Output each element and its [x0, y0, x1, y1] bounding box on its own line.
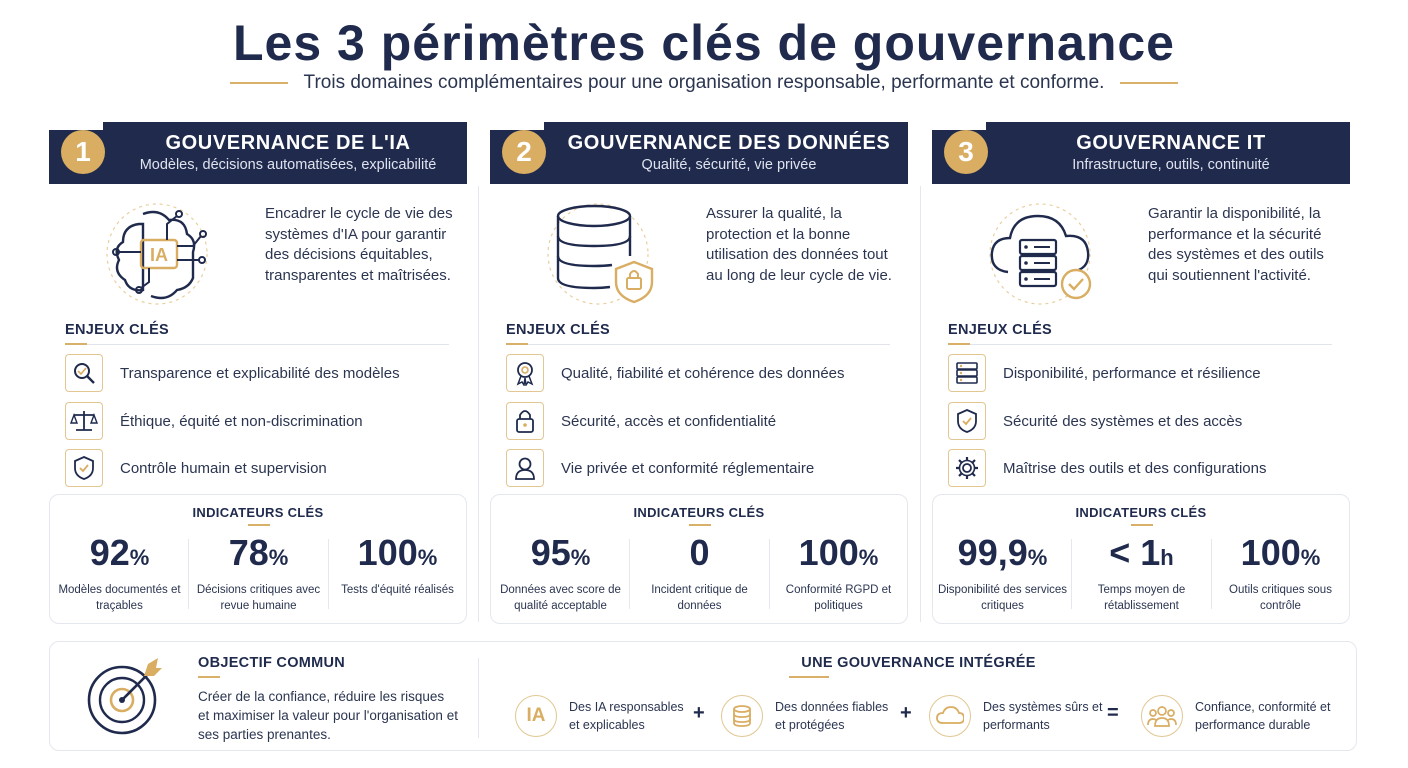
magnifier-icon — [65, 354, 103, 392]
integration-label: Confiance, conformité et performance durable — [1195, 700, 1331, 732]
governance-column-ia — [49, 122, 467, 624]
page-title: Les 3 périmètres clés de gouvernance — [233, 15, 1175, 71]
kpi-label: Outils critiques sous contrôle — [1229, 584, 1332, 612]
column-divider — [920, 186, 921, 622]
section-accent — [248, 524, 270, 526]
kpi-label: Modèles documentés et traçables — [58, 584, 181, 612]
ia-icon-text: IA — [526, 705, 546, 726]
enjeu-label: Éthique, équité et non-discrimination — [120, 412, 363, 430]
indicators-heading: INDICATEURS CLÉS — [633, 505, 765, 520]
section-accent — [789, 676, 829, 678]
integration-item — [515, 694, 689, 738]
integrated-heading: UNE GOUVERNANCE INTÉGRÉE — [801, 655, 1036, 671]
enjeux-heading: ENJEUX CLÉS — [948, 322, 1053, 338]
column-title: GOUVERNANCE DE L'IA — [165, 132, 411, 154]
kpi — [769, 533, 908, 621]
kpi-unit: % — [417, 545, 438, 570]
cloud-icon — [929, 695, 971, 737]
shield-check-icon — [65, 449, 103, 487]
kpi-value: 99,9 — [957, 532, 1028, 573]
kpi-label: Conformité RGPD et politiques — [785, 584, 892, 612]
objective-text: Créer de la confiance, réduire les risques et maximiser la valeur pour l'organisation et ses parties prenantes. — [198, 689, 458, 742]
kpi-value: 95 — [530, 532, 571, 573]
column-title: GOUVERNANCE DES DONNÉES — [567, 132, 891, 154]
kpi-unit: % — [129, 545, 150, 570]
indicators-card — [490, 494, 908, 624]
column-subtitle: Qualité, sécurité, vie privée — [641, 157, 817, 173]
kpi — [328, 533, 467, 621]
enjeu-item — [65, 402, 455, 440]
award-icon — [506, 354, 544, 392]
kpi-value: 92 — [89, 532, 130, 573]
enjeu-item — [506, 449, 896, 487]
column-number-badge: 1 — [61, 130, 105, 174]
enjeu-item — [65, 354, 455, 392]
shield-icon — [948, 402, 986, 440]
column-description: Encadrer le cycle de vie des systèmes d'IA pour garantir des décisions équitables, transparentes et maîtrisées. — [265, 205, 453, 284]
kpi-unit: h — [1160, 545, 1174, 570]
kpi-unit: % — [268, 545, 289, 570]
enjeu-item — [65, 449, 455, 487]
decorative-line — [230, 82, 288, 84]
lock-icon — [506, 402, 544, 440]
column-banner — [490, 122, 908, 184]
kpi-value: 100 — [357, 532, 418, 573]
enjeu-label: Sécurité des systèmes et des accès — [1003, 412, 1243, 430]
cloud-server-icon — [984, 200, 1104, 308]
section-rule — [948, 344, 1332, 345]
column-title: GOUVERNANCE IT — [1076, 132, 1266, 154]
plus-operator: + — [900, 702, 912, 724]
integration-item — [721, 694, 895, 738]
target-icon — [86, 656, 166, 736]
kpi-label: Incident critique de données — [651, 584, 748, 612]
ai-brain-icon — [101, 200, 221, 308]
enjeu-item — [506, 402, 896, 440]
enjeu-label: Contrôle humain et supervision — [120, 459, 327, 477]
section-accent — [506, 343, 528, 345]
group-icon — [1141, 695, 1183, 737]
enjeu-label: Sécurité, accès et confidentialité — [561, 412, 777, 430]
enjeu-label: Transparence et explicabilité des modèles — [120, 364, 400, 382]
user-icon — [506, 449, 544, 487]
enjeu-label: Disponibilité, performance et résilience — [1003, 364, 1261, 382]
section-accent — [1131, 524, 1153, 526]
enjeu-label: Maîtrise des outils et des configurations — [1003, 459, 1267, 477]
section-accent — [689, 524, 711, 526]
decorative-line — [1120, 82, 1178, 84]
kpi-label: Décisions critiques avec revue humaine — [196, 584, 321, 612]
kpi — [189, 533, 328, 621]
svg-text:IA: IA — [150, 245, 168, 265]
column-number-badge: 3 — [944, 130, 988, 174]
database-lock-icon — [542, 200, 662, 308]
integration-label: Des IA responsables et explicables — [569, 700, 684, 732]
section-accent — [65, 343, 87, 345]
kpi-label: Disponibilité des services critiques — [937, 584, 1068, 612]
indicators-heading: INDICATEURS CLÉS — [1075, 505, 1207, 520]
enjeu-item — [948, 354, 1338, 392]
scales-icon — [65, 402, 103, 440]
column-description: Assurer la qualité, la protection et la bonne utilisation des données tout au long de leur cycle de vie. — [706, 205, 892, 284]
column-description: Garantir la disponibilité, la performance et la sécurité des systèmes et des outils qui soutiennent l'activité. — [1148, 205, 1324, 284]
kpi — [50, 533, 189, 621]
enjeu-item — [948, 449, 1338, 487]
column-banner — [49, 122, 467, 184]
column-subtitle: Modèles, décisions automatisées, explicabilité — [139, 157, 437, 173]
section-rule — [506, 344, 890, 345]
kpi-unit: % — [570, 545, 591, 570]
kpi-value: < 1 — [1109, 532, 1161, 573]
subtitle-row — [0, 72, 1408, 94]
server-icon — [948, 354, 986, 392]
governance-column-it — [932, 122, 1350, 624]
kpi — [630, 533, 769, 621]
indicators-card — [49, 494, 467, 624]
kpi-label: Données avec score de qualité acceptable — [500, 584, 621, 612]
plus-operator: + — [693, 702, 705, 724]
indicators-heading: INDICATEURS CLÉS — [192, 505, 324, 520]
enjeu-label: Qualité, fiabilité et cohérence des données — [561, 364, 845, 382]
integration-label: Des données fiables et protégées — [775, 700, 889, 732]
summary-panel — [49, 641, 1357, 751]
page-subtitle: Trois domaines complémentaires pour une organisation responsable, performante et conforme. — [303, 72, 1105, 93]
kpi-unit: % — [858, 545, 879, 570]
kpi — [491, 533, 630, 621]
kpi-value: 0 — [689, 532, 710, 573]
kpi-unit: % — [1300, 545, 1321, 570]
section-accent — [198, 676, 220, 678]
integration-item — [1141, 694, 1345, 738]
enjeux-heading: ENJEUX CLÉS — [65, 322, 170, 338]
equals-operator: = — [1107, 702, 1119, 724]
column-divider — [478, 186, 479, 622]
integration-label: Des systèmes sûrs et performants — [983, 700, 1103, 732]
enjeu-label: Vie privée et conformité réglementaire — [561, 459, 815, 477]
indicators-card — [932, 494, 1350, 624]
database-icon — [721, 695, 763, 737]
integration-item — [929, 694, 1103, 738]
kpi — [933, 533, 1072, 621]
banner-notch — [49, 122, 103, 130]
column-banner — [932, 122, 1350, 184]
kpi-value: 100 — [798, 532, 859, 573]
gear-icon — [948, 449, 986, 487]
kpi-label: Temps moyen de rétablissement — [1097, 584, 1186, 612]
kpi — [1072, 533, 1211, 621]
banner-notch — [932, 122, 986, 130]
enjeux-heading: ENJEUX CLÉS — [506, 322, 611, 338]
kpi-unit: % — [1027, 545, 1048, 570]
banner-notch — [490, 122, 544, 130]
enjeu-item — [506, 354, 896, 392]
column-subtitle: Infrastructure, outils, continuité — [1072, 157, 1270, 173]
section-accent — [948, 343, 970, 345]
ia-icon — [515, 695, 557, 737]
section-rule — [65, 344, 449, 345]
kpi-value: 78 — [228, 532, 269, 573]
kpi-label: Tests d'équité réalisés — [341, 584, 454, 596]
column-number-badge: 2 — [502, 130, 546, 174]
objective-heading: OBJECTIF COMMUN — [198, 655, 346, 671]
governance-column-data — [490, 122, 908, 624]
enjeu-item — [948, 402, 1338, 440]
kpi — [1211, 533, 1350, 621]
kpi-value: 100 — [1240, 532, 1301, 573]
